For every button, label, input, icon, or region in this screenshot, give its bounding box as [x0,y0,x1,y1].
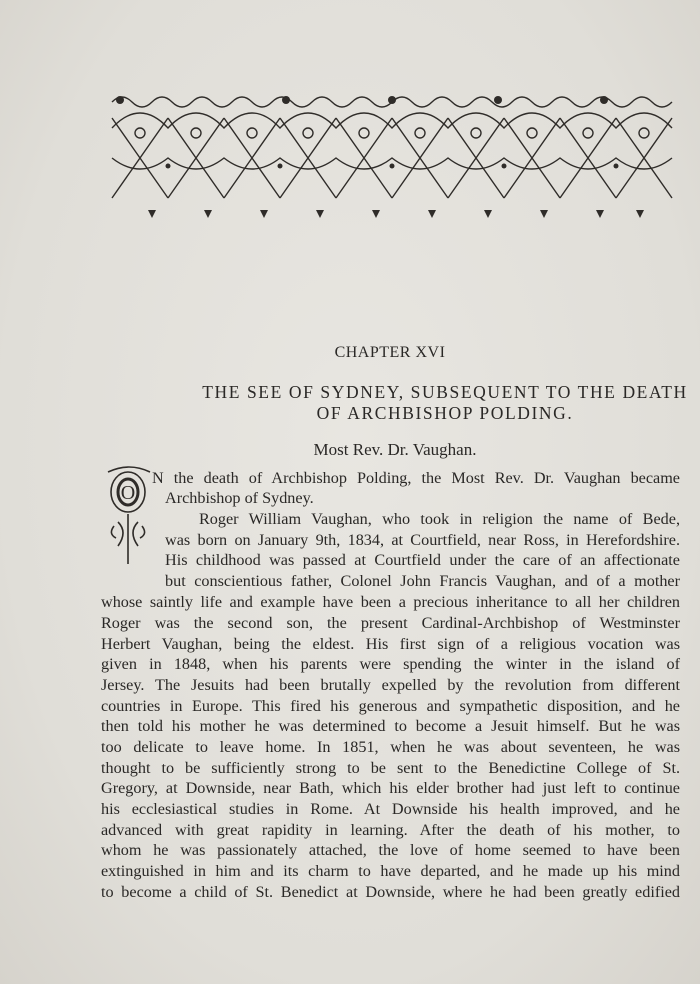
text-line: countries in Europe. This fired his generous and sympathetic disposition, and he [101,697,680,715]
text-line: then told his mother he was determined to become a Jesuit himself. But he was [101,717,680,735]
text-line: Roger was the second son, the present Cardinal-Archbishop of Westminster [101,614,680,632]
drop-cap-letter: O [120,482,136,504]
drop-cap-ornament [104,464,154,574]
chapter-title [100,382,700,424]
text-line: too delicate to leave home. In 1851, when he was about seventeen, he was [101,738,680,756]
text-line: given in 1848, when his parents were spending the winter in the island of [101,655,680,673]
text-line: to become a child of St. Benedict at Downside, where he had been greatly edified [101,883,680,901]
text-line: Jersey. The Jesuits had been brutally expelled by the revolution from different [101,676,680,694]
section-subtitle: Most Rev. Dr. Vaughan. [313,440,477,459]
text-line: thought to be sufficiently strong to be sent to the Benedictine College of St. [101,759,680,777]
text-line: his ecclesiastical studies in Rome. At Downside his health improved, and he [101,800,680,818]
text-line: extinguished in him and its charm to have departed, and he made up his mind [101,862,680,880]
text-line: was born on January 9th, 1834, at Courtfield, near Ross, in Herefordshire. [165,531,680,549]
decorative-headpiece-ornament [108,88,682,228]
text-line: Herbert Vaughan, being the eldest. His first sign of a religious vocation was [101,635,680,653]
text-line: Archbishop of Sydney. [165,489,314,507]
text-line: advanced with great rapidity in learning. After the death of his mother, to [101,821,680,839]
text-line: but conscientious father, Colonel John Francis Vaughan, and of a mother [165,572,680,590]
chapter-title-line-1: THE SEE OF SYDNEY, SUBSEQUENT TO THE DEATH [202,382,688,402]
chapter-number: CHAPTER XVI [334,344,446,361]
text-line: whom he was passionately attached, the love of home seemed to have been [101,841,680,859]
chapter-title-line-2: OF ARCHBISHOP POLDING. [316,403,574,423]
text-line: Roger William Vaughan, who took in religion the name of Bede, [199,510,680,528]
text-line: whose saintly life and example have been a precious inheritance to all her children [101,593,680,611]
text-line: His childhood was passed at Courtfield under the care of an affectionate [165,551,680,569]
text-line: N the death of Archbishop Polding, the Most Rev. Dr. Vaughan became [152,469,680,487]
text-line: Gregory, at Downside, near Bath, which his elder brother had just left to continue [101,779,680,797]
